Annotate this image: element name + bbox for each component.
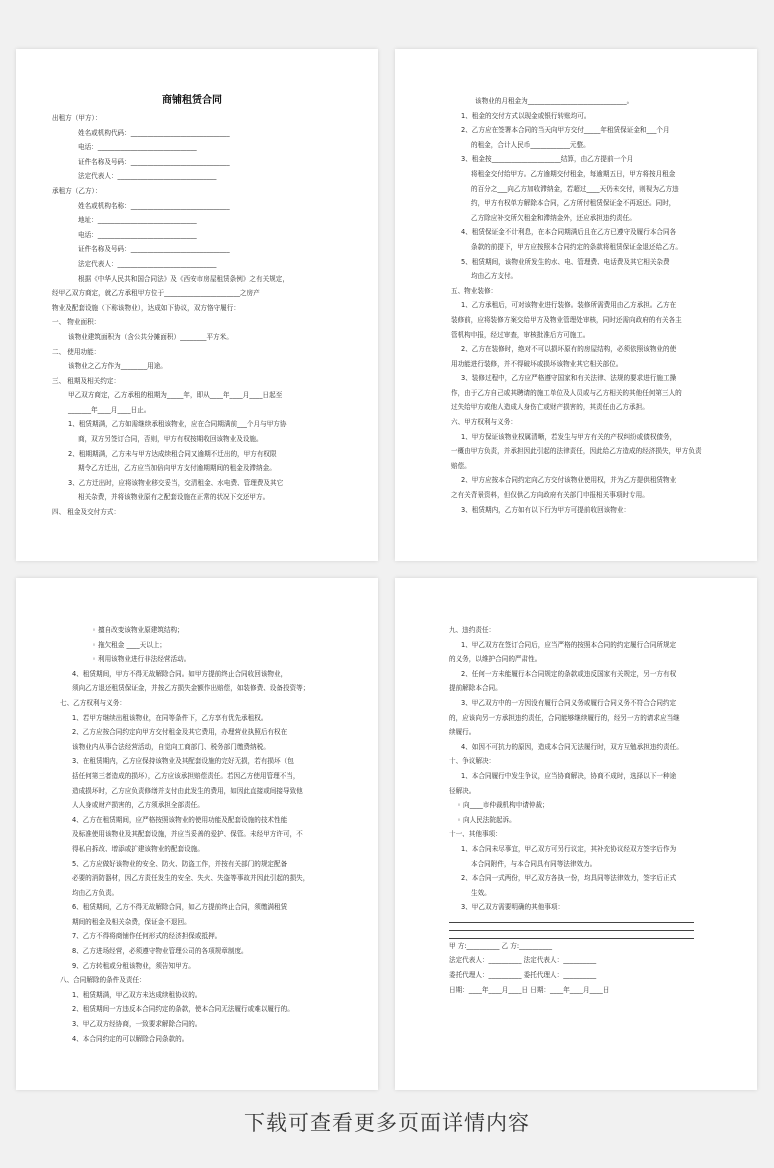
clause-line: 2、乙方在装修时，绝对不可以损坏原有的房屋结构，必须依照该物业的使 (461, 345, 677, 354)
clause-line: 电话：______________________________ (78, 230, 197, 239)
clause-line: 相关杂费，并将该物业原有之配套设施在正常的状况下交还甲方。 (78, 493, 270, 502)
clause-line: 2、租期期满，乙方未与甲方达成续租合同又逾期不迁出的，甲方有权限 (68, 449, 277, 458)
page-content (16, 578, 378, 1090)
clause-line: 经甲乙双方商定，就乙方承租甲方位于_______________________之房产 (52, 289, 260, 298)
clause-line: 造成损坏时，乙方应负责修缮并支付由此发生的费用，如因此直接或间接导致他 (72, 786, 303, 795)
clause-line: 八、合同解除的条件及责任： (60, 976, 146, 985)
page-content (16, 49, 378, 561)
clause-line: 3、甲乙双方需要明确的其他事项： (461, 903, 565, 912)
clause-line: 十、争议解决： (449, 757, 496, 766)
clause-line: 生效。 (471, 888, 491, 897)
clause-line: 该物业的月租金为______________________________。 (475, 97, 634, 105)
clause-line: 管机构申报，经过审查，审核批准后方可施工。 (451, 330, 590, 339)
clause-line: 装修前，应将装修方案交给甲方及物业管理处审核，同时还需向政府的有关各主 (451, 315, 682, 324)
clause-line: _______年____月____日止。 (68, 405, 151, 414)
clause-line: 地址：______________________________ (78, 216, 197, 225)
clause-line: 出租方（甲方）： (52, 114, 102, 122)
clause-line: 电话：______________________________ (78, 143, 197, 152)
clause-line: ◦ 向人民法院起诉。 (457, 815, 516, 824)
clause-line: 商，双方另签订合同，否则，甲方有权按期收回该物业及设施。 (78, 435, 263, 444)
clause-line: 法定代表人：______________________________ (78, 259, 217, 268)
clause-line: 一概由甲方负责，并承担因此引起的法律责任，因此给乙方造成的经济损失，甲方负责 (451, 447, 702, 456)
clause-line: 人人身或财产损害的，乙方须承担全部责任。 (72, 801, 204, 810)
contract-page-2 (395, 49, 757, 561)
clause-line: 法定代表人：__________ 法定代表人：__________ (449, 956, 597, 965)
clause-line: 1、本合同履行中发生争议，应当协商解决，协商不成时，选择以下一种途 (461, 771, 677, 780)
clause-line: 甲乙双方商定，乙方承租的租期为_____年，即从____年____月____日起至 (68, 391, 283, 400)
contract-page-4 (395, 578, 757, 1090)
clause-line: 期令乙方迁出，乙方应当加倍向甲方支付逾期期间的租金及滞纳金。 (78, 464, 276, 473)
clause-line: 3、租金按_____________________结算，由乙方提前一个月 (461, 155, 634, 164)
clause-line: 证件名称及号码：______________________________ (78, 245, 230, 254)
clause-line: 2、乙方应按合同约定向甲方交付租金及其它费用，办理营业执照后有权在 (72, 728, 288, 737)
clause-line: 1、租赁期满，乙方如需继续承租该物业，应在合同期满前___个月与甲方协 (68, 420, 287, 429)
clause-line: 2、本合同一式两份，甲乙双方各执一份，均具同等法律效力，签字后正式 (461, 874, 677, 883)
clause-line: 的义务，以维护合同的严肃性。 (449, 655, 542, 664)
clause-line: 将租金交付给甲方。乙方逾期交付租金，每逾期五日，甲方将按月租金 (471, 169, 676, 178)
clause-line: 9、乙方转租或分租该物业，须告知甲方。 (72, 961, 195, 970)
contract-title: 商铺租赁合同 (162, 95, 222, 106)
clause-line: 五、物业装修： (451, 286, 498, 295)
clause-line: 1、租金的交付方式以现金或银行转账均可。 (461, 111, 591, 120)
clause-line: 证件名称及号码：______________________________ (78, 157, 230, 166)
clause-line: 日期：____年____月____日 日期：____年____月____日 (449, 985, 610, 994)
clause-line: 用功能进行装修，并不得破坏或损坏该物业其它相关部位。 (451, 359, 623, 368)
clause-line: 法定代表人：______________________________ (78, 172, 217, 181)
clause-line: 1、若甲方继续出租该物业，在同等条件下，乙方享有优先承租权。 (72, 713, 268, 722)
clause-line: 条款的前提下，甲方应按照本合同约定的条款将租赁保证金退还给乙方。 (471, 242, 682, 251)
clause-line: 均由乙方负责。 (72, 888, 119, 897)
clause-line: 5、乙方应做好该物业的安全、防火、防盗工作，并按有关部门的规定配备 (72, 859, 288, 868)
clause-line: ◦ 利用该物业进行非法经营活动。 (92, 655, 191, 664)
clause-line: 括任何第三者造成的损坏），乙方应该承担赔偿责任。若因乙方使用管理不当， (72, 771, 300, 780)
clause-line: 根据《中华人民共和国合同法》及《西安市房屋租赁条例》之有关规定， (78, 274, 289, 283)
clause-line: 乙方除应补交所欠租金和滞纳金外，还应承担违约责任。 (471, 213, 636, 222)
download-more-caption[interactable]: 下载可查看更多页面详情内容 (244, 1111, 530, 1135)
clause-line: 续履行。 (449, 728, 476, 737)
clause-line: 4、租赁期间，甲方不得无故解除合同。如甲方提前终止合同收回该物业， (72, 669, 288, 678)
clause-line: 4、乙方在租赁期间，应严格按照该物业的使用功能及配套设施的技术性能 (72, 815, 288, 824)
clause-line: 的租金，合计人民币____________元整。 (471, 140, 590, 149)
clause-line: 期间的租金及相关杂费，保证金不退回。 (72, 917, 191, 926)
clause-line: 承租方（乙方）： (52, 186, 102, 195)
clause-line: 1、乙方承租后，可对该物业进行装修。装修所需费用由乙方承担。乙方在 (461, 301, 677, 310)
clause-line: 赔偿。 (451, 461, 471, 470)
clause-line: 均由乙方支付。 (471, 272, 518, 281)
clause-line: 1、租赁期满，甲乙双方未达成续租协议的。 (72, 990, 202, 999)
page-content (395, 578, 757, 1090)
clause-line: 7、乙方不得将商铺作任何形式的经济担保或抵押。 (72, 932, 222, 941)
clause-line: ◦ 向____市仲裁机构申请仲裁； (457, 801, 549, 810)
clause-line: 过失给甲方或他人造成人身伤亡或财产损害的，其责任由乙方承担。 (451, 403, 649, 412)
clause-line: 作，由于乙方自己或其聘请的施工单位及人员或与乙方相关的其他任何第三人的 (451, 388, 682, 397)
clause-line: 3、装修过程中，乙方应严格遵守国家和有关法律、法规的要求进行施工操 (461, 374, 677, 383)
clause-line: 必要的消防器材，因乙方责任发生的安全、失火、失盗等事故并因此引起的损失， (72, 874, 310, 883)
clause-line: 该物业内从事合法经营活动，自觉向工商部门、税务部门缴费纳税。 (72, 742, 270, 751)
blank-rule-line (395, 915, 747, 923)
clause-line: 该物业之乙方作为________用途。 (68, 362, 167, 371)
clause-line: 3、乙方迁出时，应将该物业移交妥当，交清租金、水电费、管理费及其它 (68, 478, 284, 487)
clause-line: 1、本合同未尽事宜，甲乙双方可另行议定，其补充协议经双方签字后作为 (461, 844, 677, 853)
clause-line: 十一、其他事项： (449, 830, 502, 839)
clause-line: 5、租赁期间，该物业所发生的水、电、管理费、电话费及其它相关杂费 (461, 257, 670, 266)
clause-line: 及标准使用该物业及其配套设施，并应当妥善的爱护、保管。未经甲方许可，不 (72, 830, 303, 839)
clause-line: 的百分之___向乙方加收滞纳金，若超过____天仍未交付，则视为乙方违 (471, 184, 679, 193)
clause-line: 委托代理人：__________ 委托代理人：__________ (449, 971, 597, 980)
clause-line: 得私自拆改、增添或扩建该物业的配套设施。 (72, 844, 204, 853)
clause-line: 4、如因不可抗力的原因，造成本合同无法履行时，双方互勉承担违约责任。 (461, 742, 683, 751)
clause-line: 三、 租期及相关约定： (52, 376, 121, 385)
clause-line: 甲 方:__________ 乙 方:__________ (449, 941, 553, 950)
clause-line: 2、租赁期间一方违反本合同约定的条款，使本合同无法履行或难以履行的。 (72, 1005, 294, 1014)
clause-line: 4、本合同约定的可以解除合同条款的。 (72, 1034, 189, 1043)
clause-line: 的，应该向另一方承担违约责任，合同能够继续履行的，经另一方的请求应当继 (449, 713, 680, 722)
clause-line: 九、违约责任： (449, 626, 496, 634)
clause-line: 须向乙方退还租赁保证金，并按乙方损失金额作出赔偿，如装修费、设备投资等； (72, 684, 310, 693)
clause-line: 七、乙方权利与义务： (60, 698, 126, 707)
clause-line: 本合同附件，与本合同具有同等法律效力。 (471, 859, 597, 868)
blank-rule-line (395, 923, 747, 931)
clause-line: 3、甲乙双方中的一方因没有履行合同义务或履行合同义务不符合合同约定 (461, 698, 677, 707)
clause-line: 提前解除本合同。 (449, 684, 502, 693)
clause-line: 姓名或机构代码：______________________________ (78, 128, 230, 137)
clause-line: 3、甲乙双方经协商，一致要求解除合同的。 (72, 1020, 202, 1029)
clause-line: 3、租赁期内，乙方如有以下行为甲方可提前收回该物业： (461, 505, 631, 514)
clause-line: 2、甲方应按本合同约定向乙方交付该物业使用权，并为乙方提供租赁物业 (461, 476, 677, 485)
clause-line: ◦ 拖欠租金 ____天以上； (92, 640, 167, 649)
contract-page-3 (16, 578, 378, 1090)
blank-rule-line (395, 931, 747, 939)
clause-line: 1、甲乙双方在签订合同后，应当严格的按照本合同的约定履行合同所规定 (461, 640, 677, 649)
clause-line: 4、租赁保证金不计利息，在本合同期满后且在乙方已遵守及履行本合同各 (461, 228, 677, 237)
clause-line: 约，甲方有权单方解除本合同，乙方所付租赁保证金不再返还。同时， (471, 199, 676, 208)
clause-line: 四、 租金及交付方式： (52, 508, 121, 517)
clause-line: 之有关背景资料，但仅供乙方向政府有关部门申报相关事项时专用。 (451, 491, 649, 500)
clause-line: 8、乙方进场经营，必须遵守物业管理公司的各项规章制度。 (72, 947, 248, 956)
clause-line: 2、乙方应在签署本合同的当天向甲方交付_____年租赁保证金和___个月 (461, 126, 670, 135)
clause-line: 径解决。 (449, 786, 476, 795)
clause-line: 3、在租赁期内，乙方应保持该物业及其配套设施的完好无损，若有损坏（包 (72, 757, 294, 766)
clause-line: 一、 物业面积： (52, 318, 101, 327)
clause-line: 物业及配套设施（下称该物业），达成如下协议，双方恪守履行： (52, 303, 240, 312)
page-content (395, 49, 757, 561)
clause-line: 该物业建筑面积为（含公共分摊面积）________平方米。 (68, 332, 233, 341)
clause-line: 2、任何一方未能履行本合同规定的条款或违反国家有关规定，另一方有权 (461, 669, 677, 678)
clause-line: ◦ 擅自改变该物业原建筑结构； (92, 626, 184, 634)
clause-line: 二、 使用功能： (52, 347, 101, 356)
contract-page-1 (16, 49, 378, 561)
clause-line: 六、甲方权利与义务： (451, 418, 517, 427)
clause-line: 6、租赁期间，乙方不得无故解除合同，如乙方提前终止合同，须缴满租赁 (72, 903, 288, 912)
clause-line: 1、甲方保证该物业权属清晰，若发生与甲方有关的产权纠纷或债权债务， (461, 432, 677, 441)
clause-line: 姓名或机构名称：______________________________ (78, 201, 230, 210)
